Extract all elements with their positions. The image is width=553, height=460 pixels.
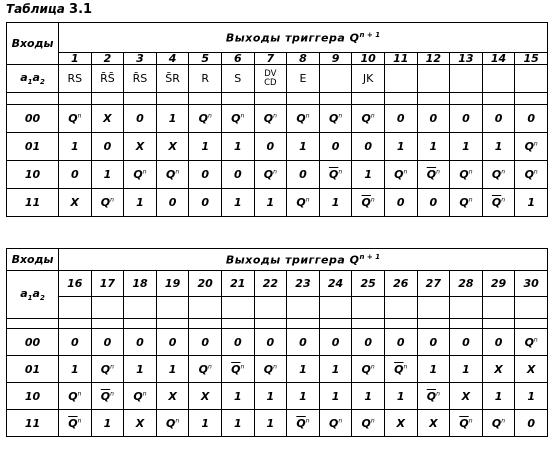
output-value: 0 <box>450 105 483 133</box>
trigger-type <box>384 65 417 93</box>
table-row <box>7 189 548 217</box>
column-number: 30 <box>515 271 548 297</box>
column-number: 11 <box>384 53 417 65</box>
output-value: $Q^n$ <box>91 356 124 383</box>
trigger-type: S <box>221 65 254 93</box>
column-number: 26 <box>384 271 417 297</box>
output-value: 1 <box>59 356 92 383</box>
column-number: 25 <box>352 271 385 297</box>
output-value: 1 <box>417 133 450 161</box>
output-value: $Q^n$ <box>352 410 385 437</box>
output-value: 1 <box>156 356 189 383</box>
output-value: 0 <box>91 329 124 356</box>
trigger-type: E <box>287 65 320 93</box>
output-value: $Q^n$ <box>384 161 417 189</box>
output-value: $Q^n$ <box>156 161 189 189</box>
input-variables-label: $a_1a_2$ <box>7 271 59 319</box>
output-value: X <box>124 133 157 161</box>
input-combination: 10 <box>7 383 59 410</box>
output-value: 1 <box>450 133 483 161</box>
column-number: 8 <box>287 53 320 65</box>
output-value: 0 <box>59 329 92 356</box>
output-value: X <box>59 189 92 217</box>
trigger-type <box>287 297 320 319</box>
trigger-type <box>124 297 157 319</box>
output-value: $Q^n$ <box>156 410 189 437</box>
output-value: 1 <box>352 161 385 189</box>
output-value: 0 <box>221 329 254 356</box>
outputs-title: Выходы триггера Q <box>225 31 360 45</box>
output-value: $Q^n$ <box>450 189 483 217</box>
output-value: $Q^n$ <box>287 189 320 217</box>
output-value: $Q^n$ <box>319 105 352 133</box>
table-row <box>7 410 548 437</box>
trigger-table-2 <box>6 248 548 437</box>
output-value: $\overline{Q}^n$ <box>384 356 417 383</box>
trigger-type <box>156 297 189 319</box>
output-value: $\overline{Q}^n$ <box>59 410 92 437</box>
caption-number: 3.1 <box>69 2 93 17</box>
column-number: 2 <box>91 53 124 65</box>
column-number: 1 <box>59 53 92 65</box>
output-value: 1 <box>287 133 320 161</box>
output-value: $Q^n$ <box>124 161 157 189</box>
trigger-type: R <box>189 65 222 93</box>
output-value: $Q^n$ <box>124 383 157 410</box>
trigger-type <box>319 297 352 319</box>
output-value: $\overline{Q}^n$ <box>287 410 320 437</box>
output-value: X <box>482 356 515 383</box>
output-value: 0 <box>156 189 189 217</box>
trigger-type <box>450 297 483 319</box>
column-number: 4 <box>156 53 189 65</box>
trigger-type: RS <box>59 65 92 93</box>
output-value: $\overline{Q}^n$ <box>417 383 450 410</box>
output-value: 0 <box>319 133 352 161</box>
table-row <box>7 105 548 133</box>
trigger-type: R̄S̄ <box>91 65 124 93</box>
output-value: X <box>450 383 483 410</box>
trigger-type <box>417 65 450 93</box>
column-number: 28 <box>450 271 483 297</box>
table-row <box>7 161 548 189</box>
output-value: $\overline{Q}^n$ <box>482 189 515 217</box>
output-value: 1 <box>450 356 483 383</box>
output-value: $\overline{Q}^n$ <box>352 189 385 217</box>
output-value: 1 <box>91 161 124 189</box>
output-value: $Q^n$ <box>189 356 222 383</box>
output-value: 1 <box>254 189 287 217</box>
output-value: 0 <box>384 189 417 217</box>
output-value: 1 <box>482 383 515 410</box>
input-combination: 11 <box>7 189 59 217</box>
input-combination: 10 <box>7 161 59 189</box>
output-value: $\overline{Q}^n$ <box>221 356 254 383</box>
output-value: $Q^n$ <box>482 410 515 437</box>
input-combination: 00 <box>7 105 59 133</box>
trigger-type <box>417 297 450 319</box>
output-value: $\overline{Q}^n$ <box>417 161 450 189</box>
column-number: 3 <box>124 53 157 65</box>
output-value: $\overline{Q}^n$ <box>319 161 352 189</box>
output-value: $Q^n$ <box>254 161 287 189</box>
output-value: 1 <box>384 133 417 161</box>
output-value: $Q^n$ <box>254 356 287 383</box>
column-number: 23 <box>287 271 320 297</box>
input-combination: 00 <box>7 329 59 356</box>
output-value: $Q^n$ <box>189 105 222 133</box>
output-value: 0 <box>254 329 287 356</box>
table-row <box>7 329 548 356</box>
output-value: 0 <box>417 105 450 133</box>
table-row <box>7 133 548 161</box>
output-value: 1 <box>515 383 548 410</box>
trigger-type <box>319 65 352 93</box>
output-value: 1 <box>384 383 417 410</box>
output-value: 0 <box>319 329 352 356</box>
output-value: 1 <box>254 383 287 410</box>
output-value: 0 <box>189 161 222 189</box>
output-value: X <box>91 105 124 133</box>
output-value: 1 <box>417 356 450 383</box>
trigger-type <box>482 297 515 319</box>
output-value: $Q^n$ <box>59 383 92 410</box>
output-value: 0 <box>450 329 483 356</box>
trigger-type: R̄S <box>124 65 157 93</box>
output-value: 1 <box>515 189 548 217</box>
column-number: 21 <box>221 271 254 297</box>
output-value: X <box>515 356 548 383</box>
output-value: X <box>124 410 157 437</box>
trigger-type: S̄R <box>156 65 189 93</box>
output-value: 1 <box>319 383 352 410</box>
column-number: 7 <box>254 53 287 65</box>
output-value: X <box>417 410 450 437</box>
output-value: 0 <box>91 133 124 161</box>
outputs-header <box>59 23 548 53</box>
output-value: 0 <box>124 105 157 133</box>
column-number: 27 <box>417 271 450 297</box>
outputs-title-superscript: n + 1 <box>359 30 381 39</box>
inputs-header: Входы <box>7 23 59 65</box>
column-number: 22 <box>254 271 287 297</box>
trigger-table-1 <box>6 22 548 217</box>
output-value: 1 <box>352 383 385 410</box>
output-value: 1 <box>319 189 352 217</box>
trigger-type <box>450 65 483 93</box>
column-number: 19 <box>156 271 189 297</box>
outputs-header <box>59 249 548 271</box>
output-value: 1 <box>221 383 254 410</box>
column-number: 17 <box>91 271 124 297</box>
input-variables-label: $a_1a_2$ <box>7 65 59 93</box>
output-value: 1 <box>189 410 222 437</box>
output-value: 0 <box>124 329 157 356</box>
table-row <box>7 383 548 410</box>
trigger-type <box>482 65 515 93</box>
output-value: $Q^n$ <box>254 105 287 133</box>
output-value: 0 <box>417 329 450 356</box>
output-value: $Q^n$ <box>450 161 483 189</box>
output-value: 0 <box>189 189 222 217</box>
output-value: $Q^n$ <box>221 105 254 133</box>
column-number: 20 <box>189 271 222 297</box>
column-number: 18 <box>124 271 157 297</box>
output-value: 1 <box>254 410 287 437</box>
output-value: 1 <box>482 133 515 161</box>
output-value: 0 <box>482 329 515 356</box>
output-value: 0 <box>189 329 222 356</box>
trigger-type <box>91 297 124 319</box>
output-value: $Q^n$ <box>515 329 548 356</box>
output-value: 1 <box>221 133 254 161</box>
output-value: 0 <box>482 105 515 133</box>
table-caption <box>6 2 92 17</box>
column-number: 9 <box>319 53 352 65</box>
output-value: 1 <box>221 410 254 437</box>
column-number: 16 <box>59 271 92 297</box>
column-number: 6 <box>221 53 254 65</box>
output-value: 1 <box>287 383 320 410</box>
trigger-type <box>189 297 222 319</box>
trigger-type <box>352 297 385 319</box>
output-value: $\overline{Q}^n$ <box>91 383 124 410</box>
column-number: 5 <box>189 53 222 65</box>
outputs-title: Выходы триггера Q <box>225 253 360 267</box>
table-row <box>7 356 548 383</box>
output-value: 0 <box>59 161 92 189</box>
trigger-type <box>254 297 287 319</box>
output-value: $Q^n$ <box>515 133 548 161</box>
output-value: 1 <box>189 133 222 161</box>
column-number: 29 <box>482 271 515 297</box>
output-value: X <box>189 383 222 410</box>
output-value: $Q^n$ <box>91 189 124 217</box>
output-value: $Q^n$ <box>352 105 385 133</box>
output-value: 0 <box>287 329 320 356</box>
output-value: 0 <box>515 105 548 133</box>
column-number: 13 <box>450 53 483 65</box>
output-value: $Q^n$ <box>482 161 515 189</box>
output-value: 1 <box>221 189 254 217</box>
output-value: $\overline{Q}^n$ <box>450 410 483 437</box>
trigger-type: DV CD <box>254 65 287 93</box>
column-number: 24 <box>319 271 352 297</box>
output-value: 1 <box>124 189 157 217</box>
outputs-title-superscript: n + 1 <box>359 252 381 261</box>
output-value: X <box>384 410 417 437</box>
output-value: $Q^n$ <box>287 105 320 133</box>
output-value: 0 <box>352 329 385 356</box>
caption-prefix: Таблица <box>6 2 70 16</box>
output-value: X <box>156 383 189 410</box>
output-value: 1 <box>156 105 189 133</box>
output-value: 1 <box>287 356 320 383</box>
output-value: 0 <box>417 189 450 217</box>
output-value: 0 <box>515 410 548 437</box>
input-combination: 11 <box>7 410 59 437</box>
output-value: 0 <box>384 105 417 133</box>
trigger-type <box>59 297 92 319</box>
output-value: $Q^n$ <box>59 105 92 133</box>
output-value: 0 <box>352 133 385 161</box>
output-value: 0 <box>384 329 417 356</box>
output-value: 0 <box>221 161 254 189</box>
output-value: 0 <box>287 161 320 189</box>
output-value: 1 <box>319 356 352 383</box>
trigger-type <box>515 297 548 319</box>
trigger-type <box>384 297 417 319</box>
trigger-type <box>221 297 254 319</box>
column-number: 14 <box>482 53 515 65</box>
output-value: $Q^n$ <box>352 356 385 383</box>
input-combination: 01 <box>7 133 59 161</box>
column-number: 10 <box>352 53 385 65</box>
output-value: X <box>156 133 189 161</box>
output-value: 1 <box>91 410 124 437</box>
output-value: 0 <box>156 329 189 356</box>
output-value: $Q^n$ <box>515 161 548 189</box>
inputs-header: Входы <box>7 249 59 271</box>
output-value: $Q^n$ <box>319 410 352 437</box>
column-number: 15 <box>515 53 548 65</box>
output-value: 1 <box>124 356 157 383</box>
trigger-type: JK <box>352 65 385 93</box>
column-number: 12 <box>417 53 450 65</box>
input-combination: 01 <box>7 356 59 383</box>
trigger-type <box>515 65 548 93</box>
output-value: 1 <box>59 133 92 161</box>
output-value: 0 <box>254 133 287 161</box>
